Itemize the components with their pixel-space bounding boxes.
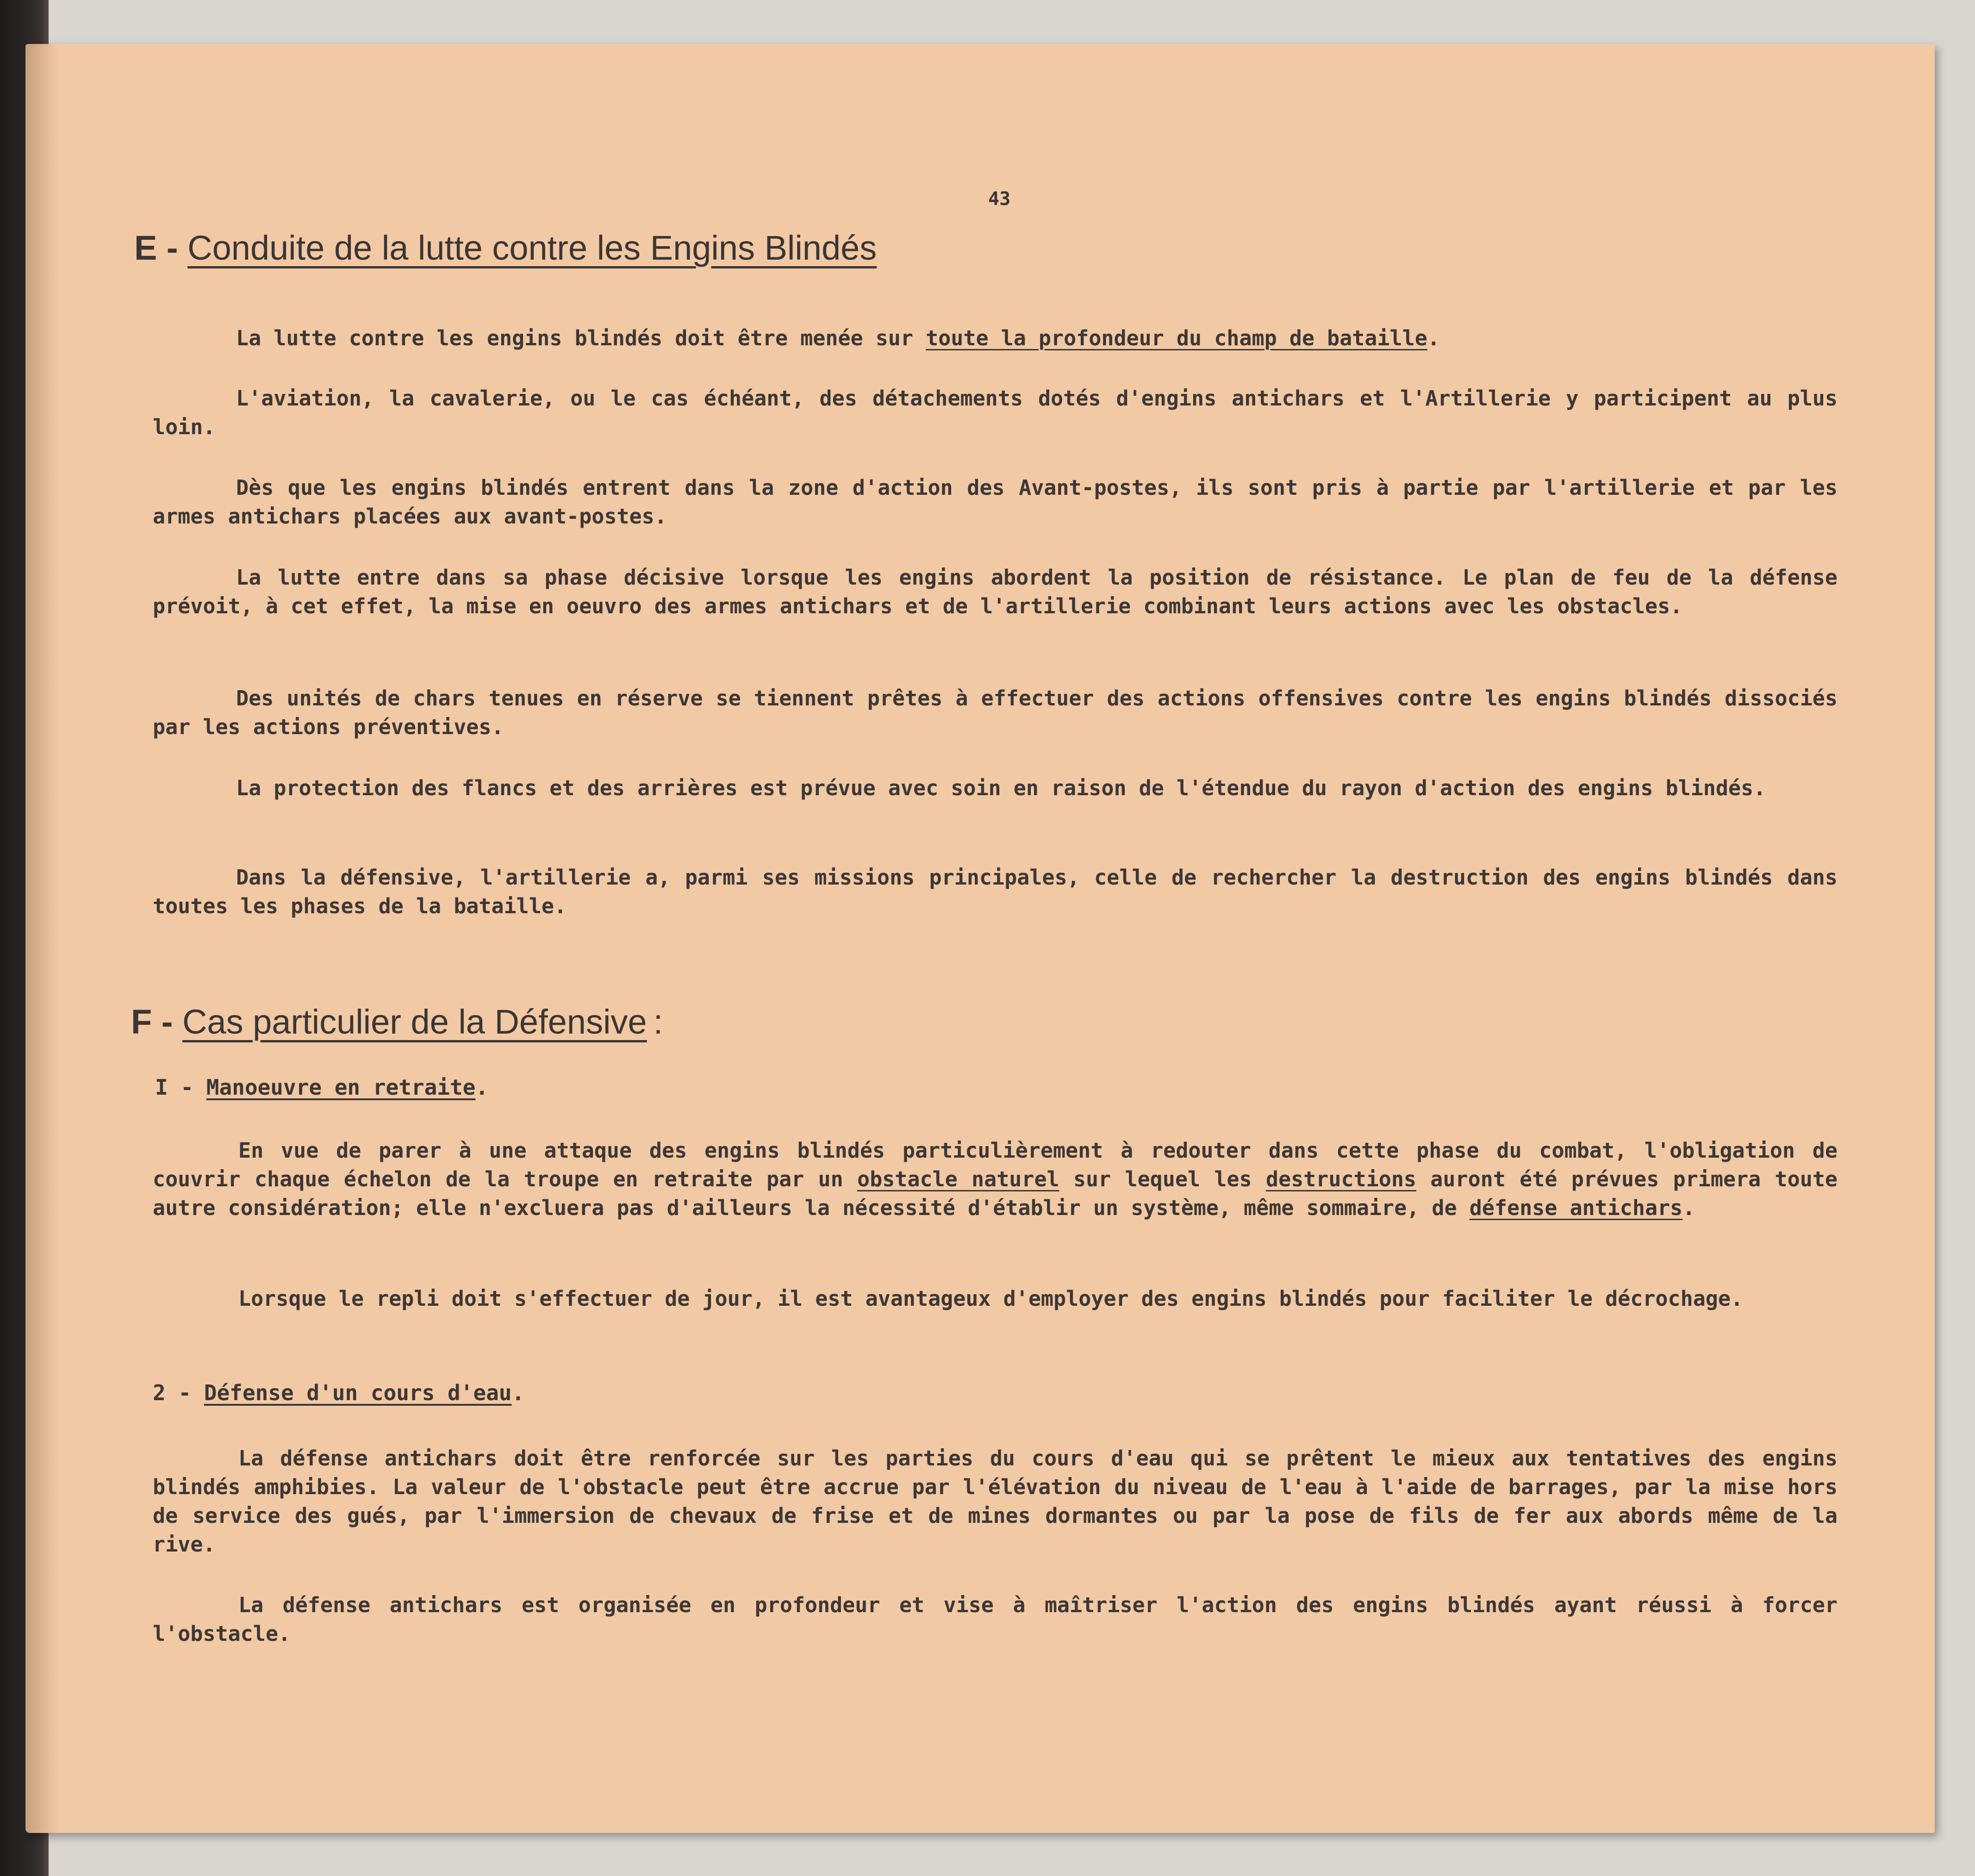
subsection-end: . [475, 1075, 489, 1100]
paragraph [153, 1136, 1838, 1222]
section-f-title: Cas particulier de la Défensive [182, 1003, 647, 1041]
section-f-heading [131, 1002, 663, 1041]
page-number: 43 [988, 188, 1011, 210]
paragraph: La défense antichars est organisée en profondeur et vise à maîtriser l'action des engins blindés ayant réussi à forcer l'obstacle. [153, 1593, 1838, 1646]
section-e-heading [134, 228, 877, 268]
paragraph: Lorsque le repli doit s'effectuer de jour, il est avantageux d'employer des engins blindés pour faciliter le décrochage. [238, 1286, 1744, 1311]
section-f-letter: F - [131, 1003, 173, 1041]
paragraph: La défense antichars doit être renforcée sur les parties du cours d'eau qui se prêtent le mieux aux tentatives des engins blindés amphibies. La valeur de l'obstacle peut être accrue par l'élévation du niveau de l'eau à l'aide de barrages, par la mise hors de service des gués, par l'immersion de chevaux de frise et de mines dormantes ou par la pose de fils de fer aux abords même de la rive. [153, 1446, 1838, 1557]
paragraph [153, 324, 1838, 353]
paragraph: Dès que les engins blindés entrent dans la zone d'action des Avant-postes, ils sont pris à partie par l'artillerie et par les armes antichars placées aux avant-postes. [153, 475, 1838, 529]
underlined-text: obstacle naturel [857, 1167, 1059, 1191]
underlined-text: destructions [1265, 1167, 1417, 1191]
underlined-text: défense antichars [1469, 1196, 1683, 1220]
paragraph: L'aviation, la cavalerie, ou le cas échéant, des détachements dotés d'engins antichars et l'Artillerie y participent au plus loin. [153, 386, 1838, 439]
paragraph-text: auront été prévues primera toute autre considération; elle n'excluera pas d'ailleurs la nécessité d'établir un système, même sommaire, de [153, 1167, 1838, 1220]
paragraph: La lutte entre dans sa phase décisive lorsque les engins abordent la position de résistance. Le plan de feu de la défense prévoit, à cet effet, la mise en oeuvro des armes antichars et de l'artillerie combinant leurs actions avec les obstacles. [153, 565, 1838, 618]
paragraph-text: En vue de parer à une attaque des engins blindés particulièrement à redouter dans cette phase du combat, l'obligation de couvrir chaque échelon de la troupe en retraite par un [153, 1138, 1838, 1191]
subsection-title: Manoeuvre en retraite [206, 1075, 476, 1100]
subsection-2-heading [153, 1380, 524, 1405]
paragraph: Des unités de chars tenues en réserve se tiennent prêtes à effectuer des actions offensives contre les engins blindés dissociés par les actions préventives. [153, 686, 1838, 739]
section-f-suffix: : [653, 1003, 663, 1041]
subsection-title: Défense d'un cours d'eau [204, 1380, 512, 1405]
paragraph-text: La lutte contre les engins blindés doit être menée sur [236, 326, 926, 350]
subsection-number: I - [155, 1075, 194, 1100]
paragraph-text: sur lequel les [1059, 1167, 1266, 1191]
paragraph-text: . [1427, 326, 1440, 350]
subsection-number: 2 - [153, 1380, 192, 1405]
paragraph: Dans la défensive, l'artillerie a, parmi ses missions principales, celle de rechercher la destruction des engins blindés dans toutes les phases de la bataille. [153, 865, 1838, 918]
subsection-end: . [511, 1380, 525, 1405]
section-e-title: Conduite de la lutte contre les Engins Blindés [187, 229, 877, 267]
paragraph-text: . [1682, 1196, 1695, 1220]
subsection-1-heading [155, 1075, 488, 1100]
document-page [25, 44, 1935, 1833]
underlined-text: toute la profondeur du champ de bataille [926, 326, 1427, 350]
section-e-letter: E - [134, 229, 178, 267]
paragraph: La protection des flancs et des arrières est prévue avec soin en raison de l'étendue du rayon d'action des engins blindés. [236, 776, 1766, 800]
